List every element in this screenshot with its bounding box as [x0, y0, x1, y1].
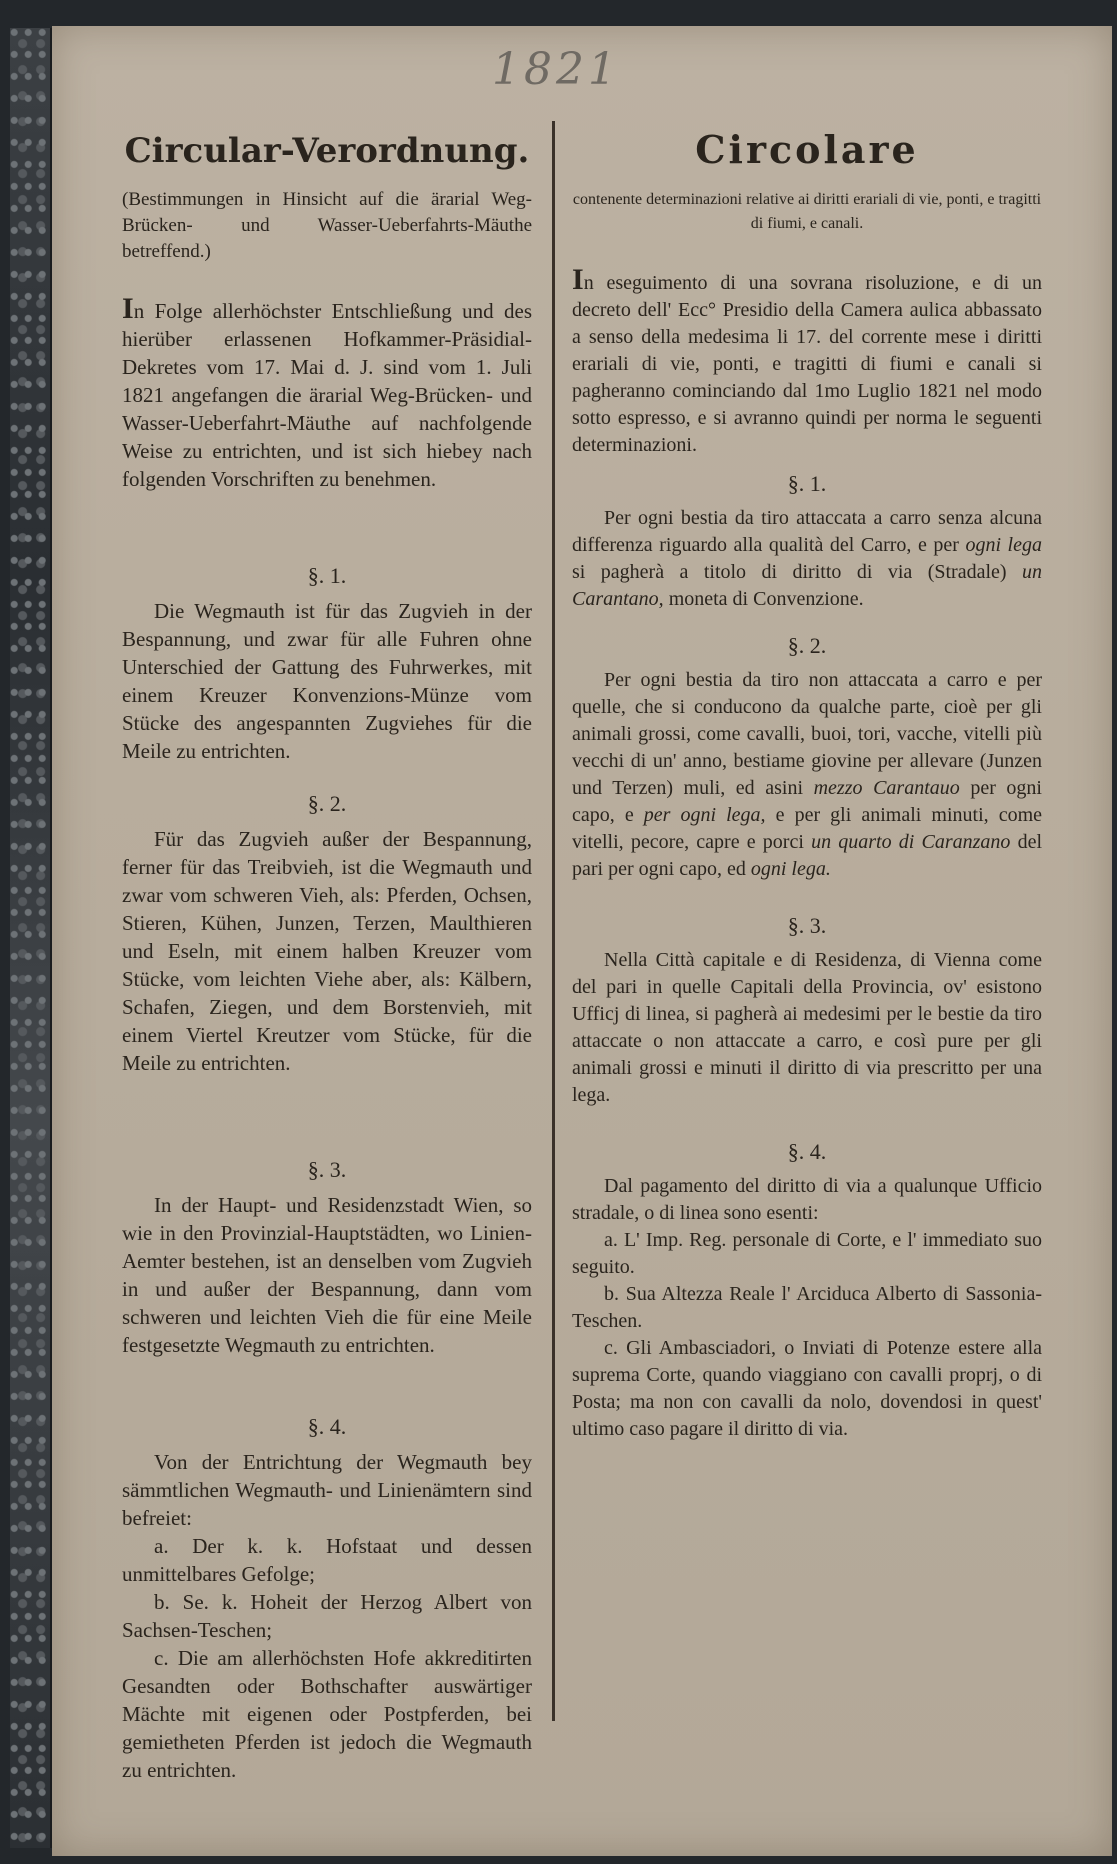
italian-intro-text: n eseguimento di una sovrana risoluzione, e di un decreto dell' Ecc° Presidio della Camera aulica abbassato a senso della medesima li 17. del corrente mese i diritti erariali di vie, ponti, e tragitti di fiumi e canali si pagheranno cominciando dal 1mo Luglio 1821 nel modo sotto espresso, e si avranno quindi per norma le seguenti determinazioni.: [572, 272, 1042, 456]
italian-section-3-text: Nella Città capitale e di Residenza, di Vienna come del pari in quelle Capitali della Provincia, ov' esistono Ufficj di linea, si pagherà ai medesimi per le bestie da tiro attaccate o non attaccate a carro, e così pure per gli animali grossi e minuti il diritto di via prescritto per una lega.: [572, 949, 1042, 1106]
german-intro: [122, 292, 532, 493]
italian-title: Circolare: [695, 127, 919, 172]
emphasis-run: per ogni lega,: [643, 804, 766, 826]
text-run: moneta di Convenzione.: [663, 588, 864, 610]
german-section-4-item-a: a. Der k. k. Hofstaat und dessen unmittelbares Gefolge;: [122, 1534, 532, 1586]
german-intro-text: n Folge allerhöchster Entschließung und des hierüber erlassenen Hofkammer-Präsidial-Dekretes vom 17. Mai d. J. sind vom 1. Juli 1821 angefangen die ärarial Weg-Brücken- und Wasser-Ueberfahrt-Mäuthe auf nachfolgende Weise zu entrichten, und ist sich hiebey nach folgenden Vorschriften zu benehmen.: [122, 299, 532, 491]
text-run: del pari per ogni capo, ed: [572, 831, 1043, 880]
text-run: si pagherà a titolo di diritto di via (Stradale): [572, 561, 1022, 583]
text-run: Per ogni bestia da tiro non attaccata a carro e per quelle, che si conducono da qualche parte, cioè per gli animali grossi, come cavalli, buoi, tori, vacche, vitelli più vecchi di un' anno, bestiame giovine per allevare (Junzen und Terzen) muli, ed asini: [572, 669, 1042, 799]
german-section-4-item-b: b. Se. k. Hoheit der Herzog Albert von Sachsen-Teschen;: [122, 1590, 532, 1642]
italian-section-4-item-c: c. Gli Ambasciadori, o Inviati di Potenze estere alla suprema Corte, quando viaggiano con cavalli proprj, o di Posta; ma non con cavalli da nolo, dovendosi in quest' ultimo caso pagare il diritto di via.: [572, 1337, 1042, 1440]
text-run: Per ogni bestia da tiro attaccata a carro senza alcuna differenza riguardo alla qualità del Carro, e per: [572, 507, 1042, 556]
german-intro-initial: I: [122, 292, 134, 325]
german-section-2: [122, 791, 532, 1077]
italian-section-2-text: [572, 667, 1042, 883]
text-run: per ogni capo, e: [572, 777, 1042, 826]
italian-section-4-item-b: b. Sua Altezza Reale l' Arciduca Alberto di Sassonia-Teschen.: [572, 1283, 1042, 1332]
marbled-binding-edge: [10, 28, 52, 1848]
german-section-2-heading: §. 2.: [307, 791, 347, 816]
column-divider: [552, 121, 555, 1721]
german-subtitle: (Bestimmungen in Hinsicht auf die ärarial Weg-Brücken- und Wasser-Ueberfahrts-Mäuthe betreffend.): [122, 189, 532, 262]
text-run: e per gli animali minuti, come vitelli, pecore, capre e porci: [572, 804, 1043, 853]
italian-column: [572, 121, 1042, 1463]
italian-section-2-heading: §. 2.: [787, 633, 827, 658]
german-section-1: [122, 563, 532, 765]
german-section-1-heading: §. 1.: [307, 563, 347, 588]
italian-section-2: [572, 633, 1042, 883]
italian-intro-initial: I: [572, 263, 584, 296]
emphasis-run: mezzo Carantauo: [813, 777, 960, 799]
italian-section-3-heading: §. 3.: [787, 913, 827, 938]
emphasis-run: ogni lega: [965, 534, 1042, 556]
german-section-3: [122, 1157, 532, 1359]
german-section-3-text: In der Haupt- und Residenzstadt Wien, so wie in den Provinzial-Hauptstädten, wo Linien-Aemter bestehen, ist an denselben vom Zugvieh in und außer der Bespannung, dann vom schweren und leichten Vieh die für eine Meile festgesetzte Wegmauth zu entrichten.: [122, 1193, 532, 1357]
italian-section-1-text: [572, 505, 1042, 613]
italian-section-4: [572, 1139, 1042, 1443]
italian-section-4-text: Dal pagamento del diritto di via a qualunque Ufficio stradale, o di linea sono esenti:: [572, 1175, 1042, 1224]
italian-intro: [572, 263, 1042, 459]
german-section-4-heading: §. 4.: [307, 1414, 347, 1439]
italian-subtitle: contenente determinazioni relative ai diritti erariali di vie, ponti, e tragitti di fiumi, e canali.: [572, 191, 1042, 232]
italian-section-4-heading: §. 4.: [787, 1139, 827, 1164]
german-section-3-heading: §. 3.: [307, 1157, 347, 1182]
german-column: [122, 121, 532, 1810]
german-section-2-text: Für das Zugvieh außer der Bespannung, ferner für das Treibvieh, ist die Wegmauth und zwar vom schweren Vieh, als: Pferden, Ochsen, Stieren, Kühen, Junzen, Terzen, Maulthieren und Eseln, mit einem halben Kreuzer vom Stücke, vom leichten Viehe aber, als: Kälbern, Schafen, Ziegen, und dem Borstenvieh, mit einem Viertel Kreutzer vom Stücke, für die Meile zu entrichten.: [122, 827, 532, 1075]
emphasis-run: ogni lega.: [750, 858, 831, 880]
german-section-4-item-c: c. Die am allerhöchsten Hofe akkreditirten Gesandten oder Bothschafter auswärtiger Mächte mit eigenen oder Postpferden, bei gemietheten Pferden ist jedoch die Wegmauth zu entrichten.: [122, 1646, 532, 1782]
document-page: [52, 26, 1112, 1856]
italian-section-1: [572, 471, 1042, 613]
italian-section-1-heading: §. 1.: [787, 471, 827, 496]
emphasis-run: un Carantano,: [572, 561, 1042, 610]
german-section-4: [122, 1414, 532, 1784]
german-title: Circular-Verordnung.: [124, 131, 530, 171]
italian-section-4-item-a: a. L' Imp. Reg. personale di Corte, e l' immediato suo seguito.: [572, 1229, 1042, 1278]
german-section-1-text: Die Wegmauth ist für das Zugvieh in der Bespannung, und zwar für alle Fuhren ohne Unterschied der Gattung des Fuhrwerkes, mit einem Kreuzer Konvenzions-Münze vom Stücke des angespannten Zugviehes für die Meile zu entrichten.: [122, 599, 532, 763]
italian-section-3: [572, 913, 1042, 1109]
german-section-4-text: Von der Entrichtung der Wegmauth bey sämmtlichen Wegmauth- und Linienämtern sind befreiet:: [122, 1450, 532, 1530]
emphasis-run: un quarto di Caranzano: [811, 831, 1011, 853]
handwritten-year: 1821: [492, 44, 620, 95]
